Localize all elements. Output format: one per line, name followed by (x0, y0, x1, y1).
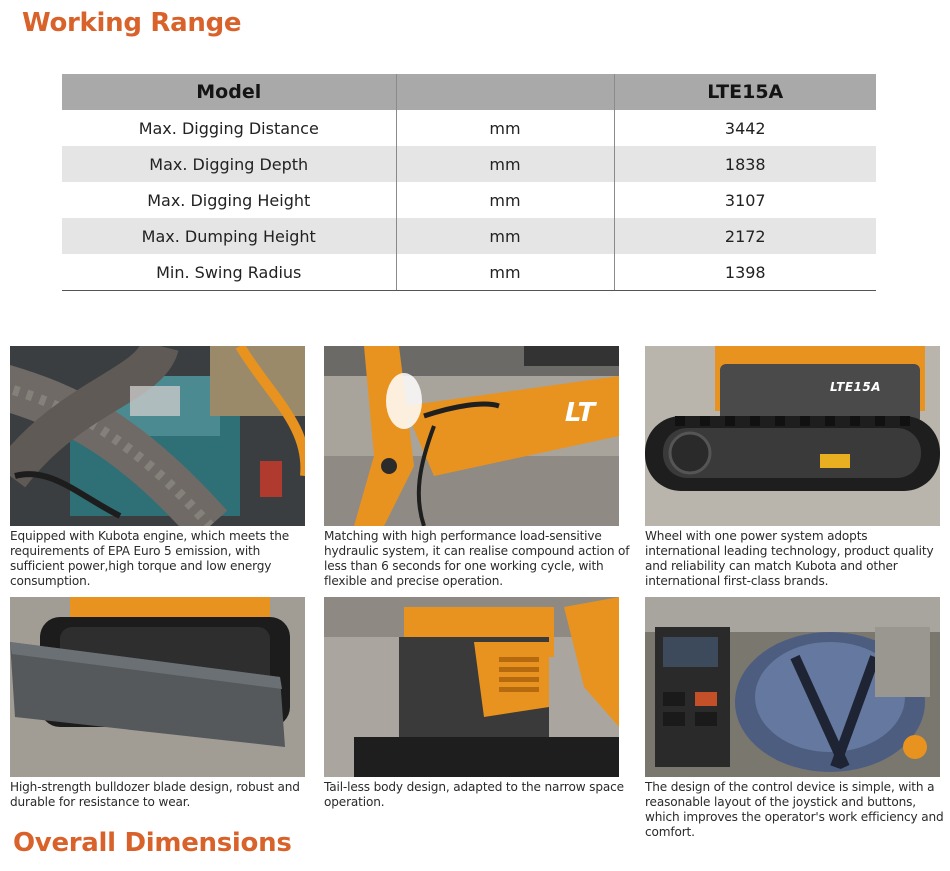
row-label: Max. Digging Depth (62, 146, 396, 182)
row-value: 2172 (614, 218, 876, 254)
control-cabin-photo (645, 597, 940, 777)
working-range-title: Working Range (22, 8, 242, 38)
row-unit: mm (396, 254, 614, 291)
row-value: 1398 (614, 254, 876, 291)
row-value: 1838 (614, 146, 876, 182)
header-model: Model (62, 74, 396, 110)
svg-text:LT: LT (561, 398, 598, 428)
caption-hydraulic: Matching with high performance load-sensitive hydraulic system, it can realise compound action of less than 6 seconds for one working cycle, with flexible and precise operation. (324, 529, 630, 588)
overall-dimensions-title: Overall Dimensions (13, 828, 292, 858)
model-badge: LTE15A (830, 380, 882, 394)
table-row (62, 182, 876, 218)
table-header-row (62, 74, 876, 110)
row-label: Max. Dumping Height (62, 218, 396, 254)
feature-card-engine (10, 346, 310, 589)
row-label: Max. Digging Height (147, 190, 311, 210)
feature-card-hydraulic (324, 346, 634, 589)
table-row (62, 254, 876, 291)
dozer-blade-photo (10, 597, 305, 777)
row-unit: mm (396, 110, 614, 146)
table-row (62, 110, 876, 146)
row-label: Max. Digging Distance (138, 118, 319, 138)
working-range-table (62, 74, 876, 291)
row-value: 3442 (614, 110, 876, 146)
feature-card-tailless (324, 597, 634, 810)
feature-card-blade (10, 597, 310, 810)
table-row (62, 146, 876, 182)
hydraulic-arm-photo (324, 346, 619, 526)
row-unit: mm (396, 218, 614, 254)
row-value: 3107 (614, 182, 876, 218)
caption-tailless: Tail-less body design, adapted to the narrow space operation. (324, 780, 624, 809)
track-wheel-photo (645, 346, 940, 526)
row-unit: mm (396, 146, 614, 182)
header-unit (396, 74, 614, 110)
row-unit: mm (396, 182, 614, 218)
header-lte15a: LTE15A (614, 74, 876, 110)
caption-blade: High-strength bulldozer blade design, robust and durable for resistance to wear. (10, 780, 300, 809)
caption-engine: Equipped with Kubota engine, which meets the requirements of EPA Euro 5 emission, with sufficient power,high torque and low energy consumption. (10, 529, 290, 588)
row-label: Min. Swing Radius (62, 254, 396, 291)
caption-track: Wheel with one power system adopts international leading technology, product quality and reliability can match Kubota and other international first-class brands. (645, 529, 934, 588)
table-row (62, 218, 876, 254)
kubota-engine-photo (10, 346, 305, 526)
caption-control: The design of the control device is simple, with a reasonable layout of the joystick and buttons, which improves the operator's work efficiency and comfort. (645, 780, 944, 839)
feature-card-control (645, 597, 945, 840)
tailless-body-photo (324, 597, 619, 777)
feature-card-track (645, 346, 945, 589)
